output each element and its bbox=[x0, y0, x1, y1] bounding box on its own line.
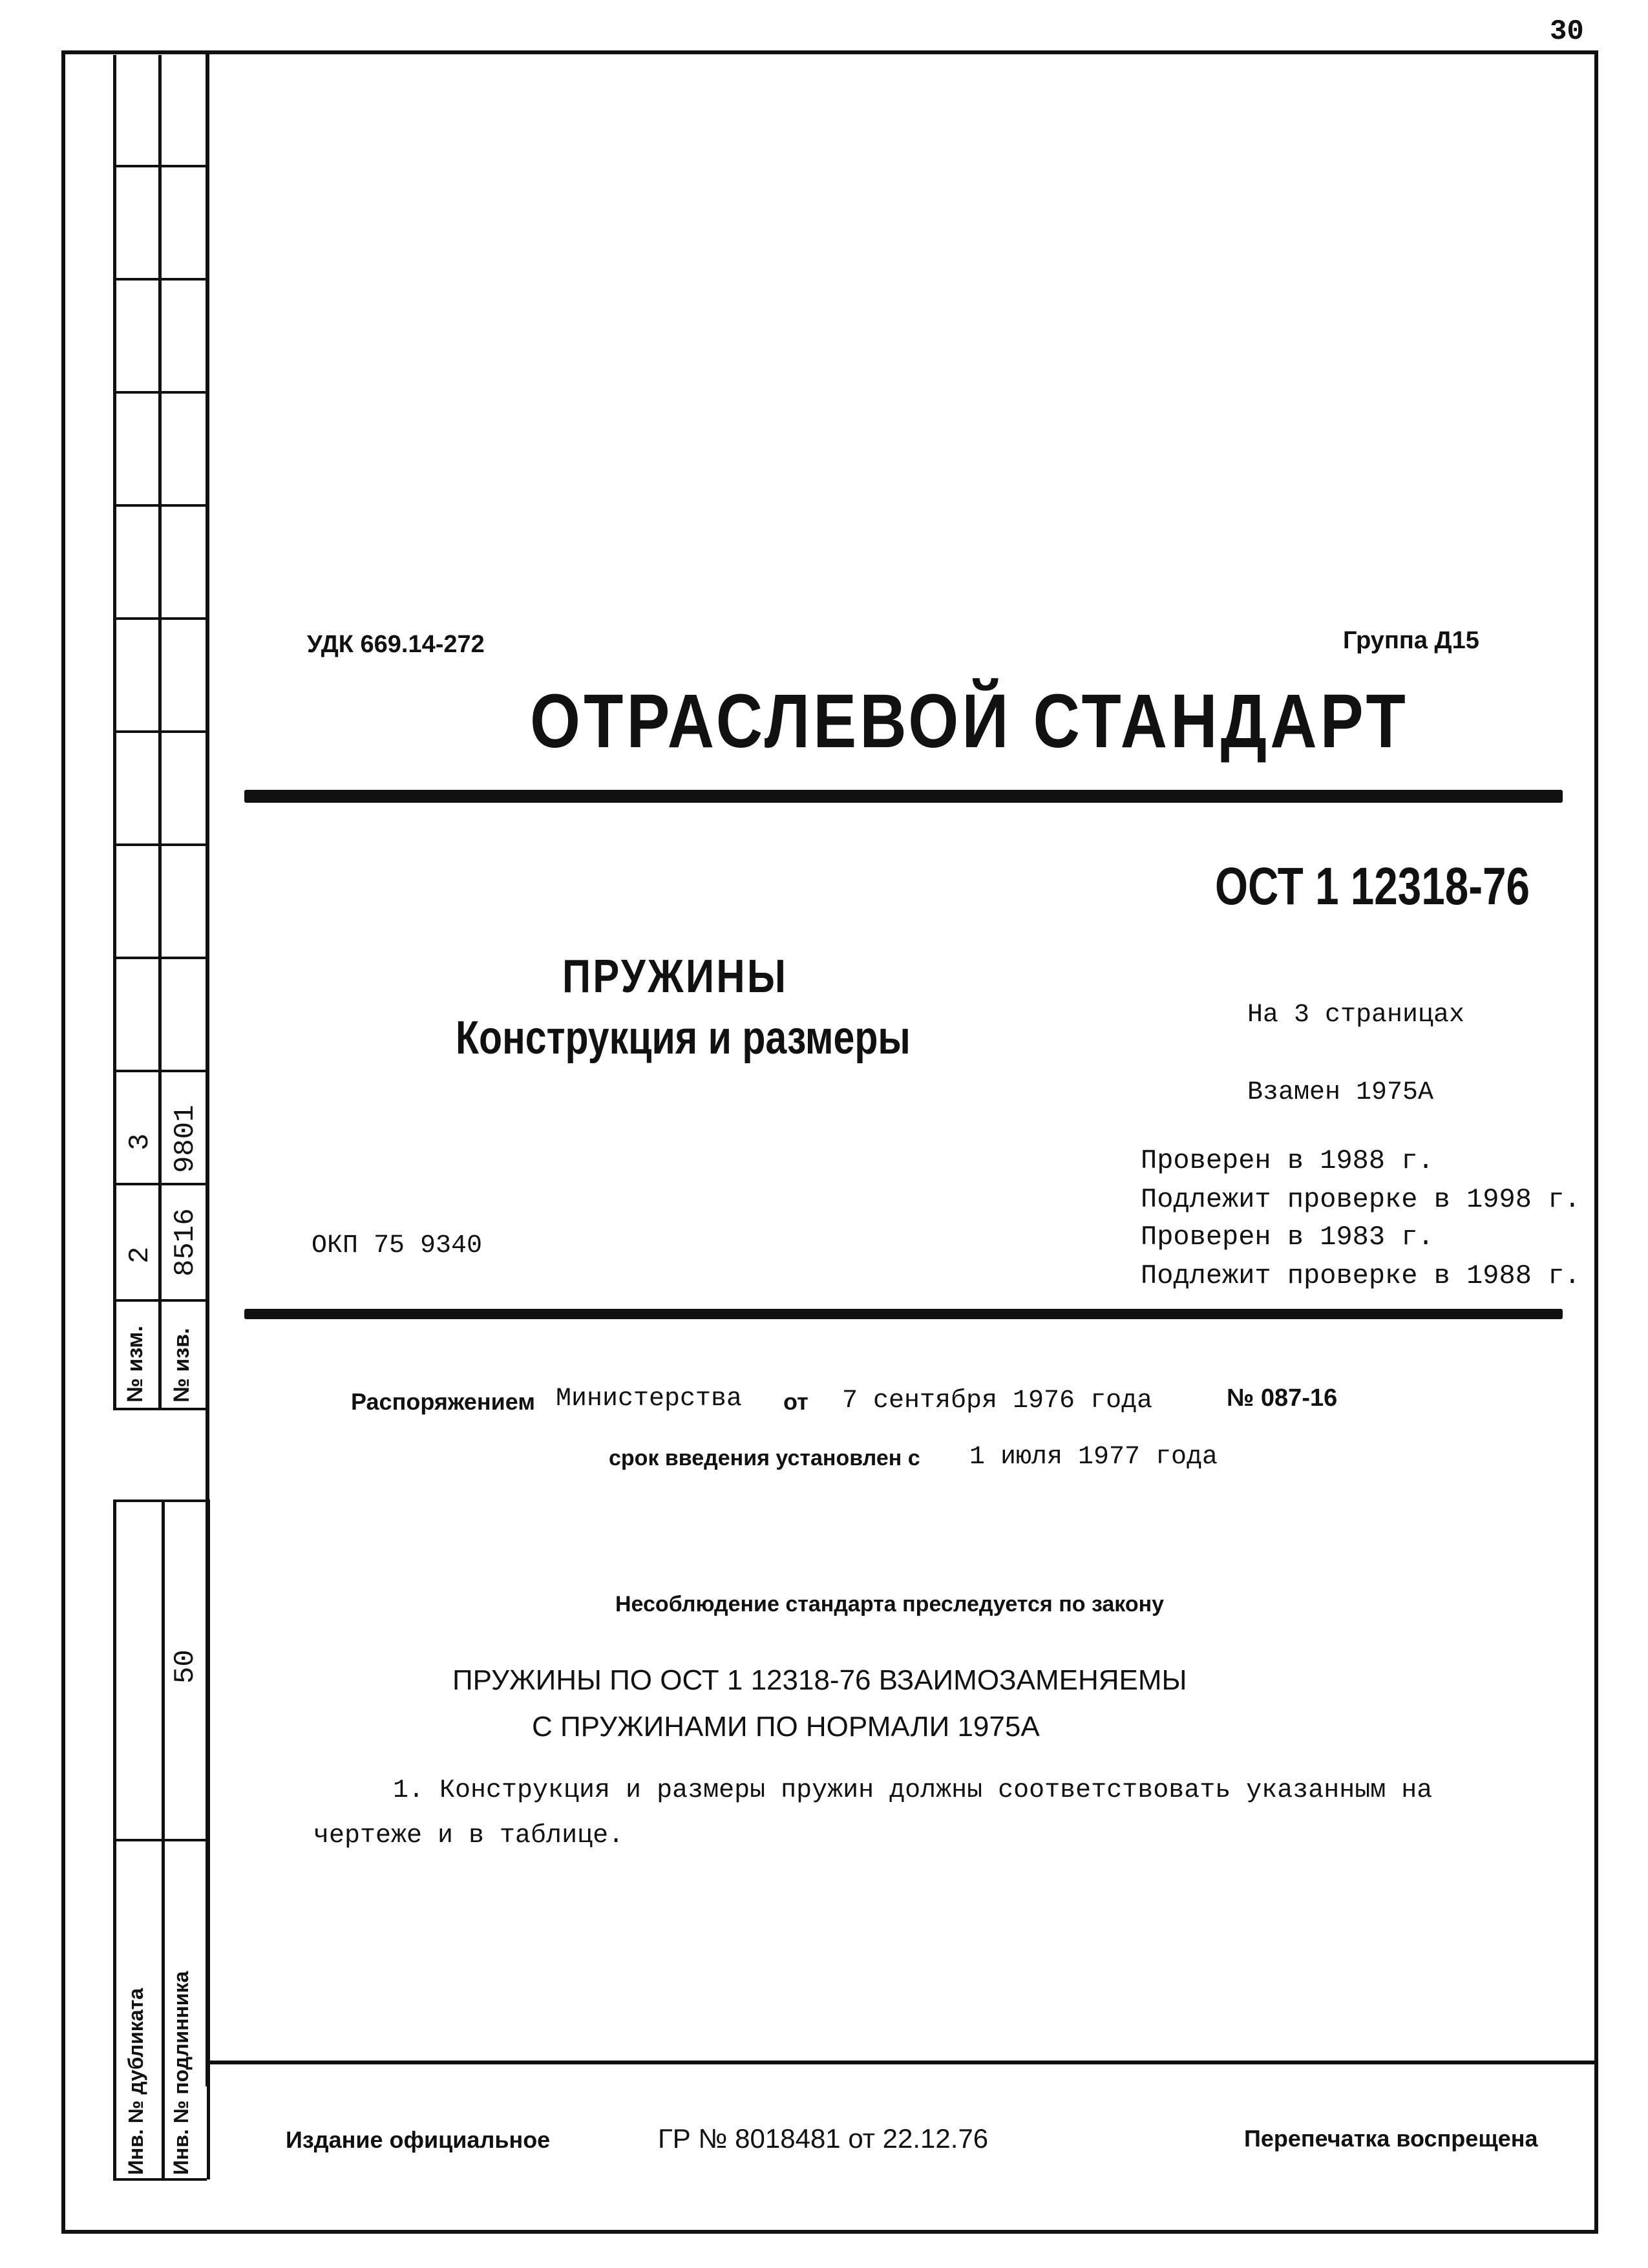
replaces-standard: Взамен 1975А bbox=[1247, 1078, 1434, 1107]
order-label: Распоряжением bbox=[351, 1388, 535, 1415]
interchange-line-2: С ПРУЖИНАМИ ПО НОРМАЛИ 1975А bbox=[532, 1711, 1040, 1743]
product-title: ПРУЖИНЫ bbox=[562, 951, 788, 1002]
okp-code: ОКП 75 9340 bbox=[312, 1231, 483, 1260]
revision-3-izm: 3 bbox=[124, 1133, 156, 1150]
udk-code: УДК 669.14-272 bbox=[307, 631, 485, 658]
interchange-line-1: ПРУЖИНЫ ПО ОСТ 1 12318-76 ВЗАИМОЗАМЕНЯЕМЫ bbox=[452, 1664, 1187, 1696]
revision-2-izm: 2 bbox=[124, 1246, 156, 1264]
revision-3-izv: 9801 bbox=[169, 1105, 202, 1173]
top-heavy-rule bbox=[244, 790, 1563, 803]
izv-label: № изв. bbox=[169, 1328, 194, 1403]
check-line-1: Проверен в 1988 г. bbox=[1141, 1145, 1434, 1176]
check-line-3: Проверен в 1983 г. bbox=[1141, 1222, 1434, 1253]
registration-number: ГР № 8018481 от 22.12.76 bbox=[658, 2123, 989, 2154]
group-code: Группа Д15 bbox=[1343, 627, 1479, 654]
duplicate-inventory-value: 50 bbox=[169, 1649, 202, 1684]
order-number: № 087-16 bbox=[1227, 1384, 1338, 1412]
intro-label: срок введения установлен с bbox=[609, 1446, 920, 1470]
reprint-prohibited: Перепечатка воспрещена bbox=[1244, 2125, 1538, 2152]
legal-notice: Несоблюдение стандарта преследуется по закону bbox=[615, 1592, 1165, 1616]
page-number: 30 bbox=[1550, 16, 1584, 48]
order-from: от bbox=[783, 1388, 808, 1415]
bottom-heavy-rule bbox=[244, 1309, 1563, 1319]
duplicate-inventory-label: Инв. № дубликата bbox=[124, 1987, 147, 2175]
product-subtitle: Конструкция и размеры bbox=[456, 1012, 911, 1064]
check-line-2: Подлежит проверке в 1998 г. bbox=[1141, 1184, 1581, 1215]
footer-divider bbox=[206, 2061, 1598, 2064]
ministry-label: Министерства bbox=[556, 1384, 743, 1414]
revision-2-izv: 8516 bbox=[169, 1208, 202, 1277]
paragraph-1-line-1: 1. Конструкция и размеры пружин должны соответствовать указанным на bbox=[393, 1776, 1433, 1805]
check-line-4: Подлежит проверке в 1988 г. bbox=[1141, 1260, 1581, 1291]
izm-label: № изм. bbox=[123, 1326, 147, 1403]
page-count: На 3 страницах bbox=[1247, 1001, 1465, 1030]
official-edition: Издание официальное bbox=[286, 2126, 551, 2153]
paragraph-1-line-2: чертеже и в таблице. bbox=[313, 1821, 624, 1850]
standard-code: ОСТ 1 12318-76 bbox=[1215, 857, 1530, 916]
original-inventory-label: Инв. № подлинника bbox=[169, 1971, 193, 2175]
document-title: ОТРАСЛЕВОЙ СТАНДАРТ bbox=[530, 679, 1409, 764]
intro-date: 1 июля 1977 года bbox=[969, 1443, 1218, 1472]
order-date: 7 сентября 1976 года bbox=[842, 1386, 1153, 1415]
